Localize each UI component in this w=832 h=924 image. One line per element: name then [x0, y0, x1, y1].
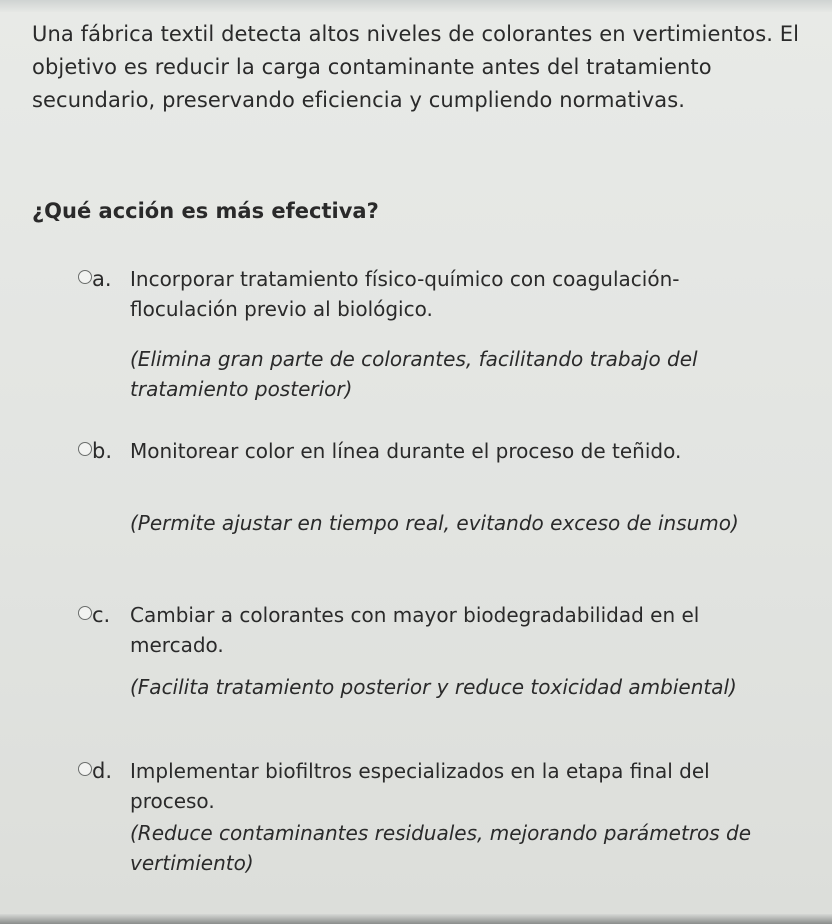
radio-option-c[interactable]	[78, 606, 92, 620]
option-d-note: (Reduce contaminantes residuales, mejorando parámetros de vertimiento)	[130, 821, 752, 875]
option-d-letter: d.	[92, 759, 113, 783]
question-stem: Una fábrica textil detecta altos niveles de colorantes en vertimientos. El objetivo es reducir la carga contaminante antes del tratamiento secundario, preservando eficiencia y cumpliendo normativas.	[32, 22, 800, 112]
option-a-letter: a.	[92, 267, 112, 291]
option-b-text: Monitorear color en línea durante el proceso de teñido.	[130, 439, 682, 463]
radio-option-b[interactable]	[78, 442, 92, 456]
top-edge	[0, 0, 832, 12]
option-b-note: (Permite ajustar en tiempo real, evitando exceso de insumo)	[130, 511, 739, 535]
option-c-text: Cambiar a colorantes con mayor biodegradabilidad en el mercado.	[130, 603, 700, 657]
bottom-edge	[0, 914, 832, 924]
radio-option-d[interactable]	[78, 762, 92, 776]
option-d-text: Implementar biofiltros especializados en la etapa final del proceso.	[130, 759, 710, 813]
option-a-note: (Elimina gran parte de colorantes, facilitando trabajo del tratamiento posterior)	[130, 347, 698, 401]
option-c-letter: c.	[92, 603, 111, 627]
option-b-letter: b.	[92, 439, 113, 463]
radio-option-a[interactable]	[78, 270, 92, 284]
question-prompt: ¿Qué acción es más efectiva?	[32, 199, 379, 223]
option-c-note: (Facilita tratamiento posterior y reduce toxicidad ambiental)	[130, 675, 737, 699]
option-a-text: Incorporar tratamiento físico-químico con coagulación-floculación previo al biológico.	[130, 267, 680, 321]
